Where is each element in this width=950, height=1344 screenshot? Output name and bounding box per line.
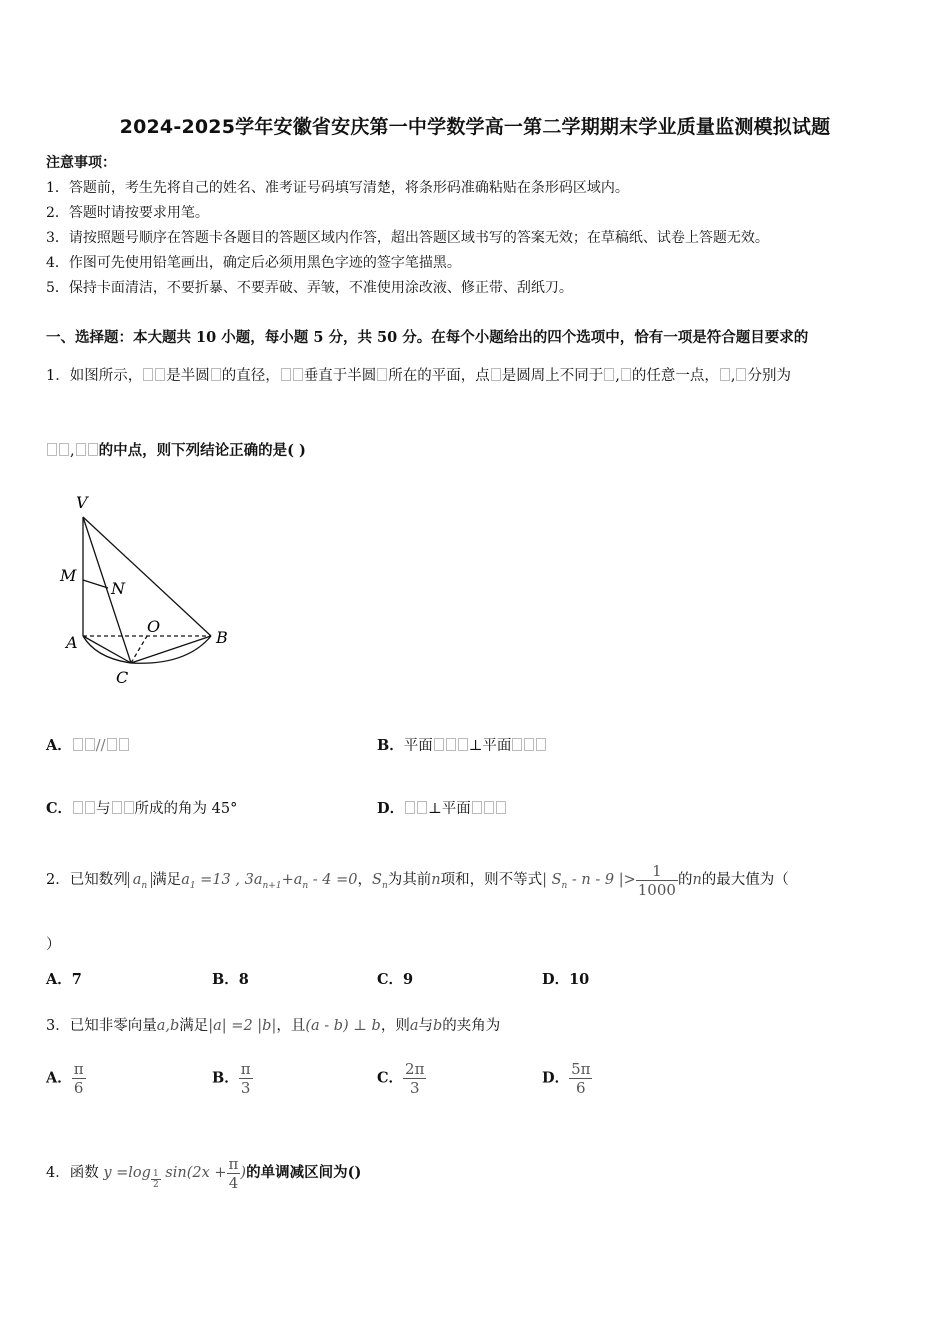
q1-option-d[interactable]: D． ⊥平面 <box>377 797 507 818</box>
semicircle-arc <box>83 636 211 663</box>
q3-option-a[interactable]: A． $\frac{\pi}{6}$ <box>46 1060 84 1097</box>
q2-option-a[interactable]: A．7 <box>46 971 82 988</box>
question-2-close: ） <box>46 937 61 953</box>
q3-option-d[interactable]: D． $\frac{5\pi}{6}$ <box>542 1060 591 1097</box>
notes-heading: 注意事项： <box>46 155 116 171</box>
label-O: O <box>147 617 161 636</box>
label-B: B <box>216 628 228 647</box>
note-item: 1．答题前，考生先将自己的姓名、准考证号码填写清楚，将条形码准确粘贴在条形码区域内。 <box>46 180 629 196</box>
page-title: 2024-2025学年安徽省安庆第一中学数学高一第二学期期末学业质量监测模拟试题 <box>119 116 831 138</box>
note-item: 2．答题时请按要求用笔。 <box>46 205 209 221</box>
label-N: N <box>111 579 125 598</box>
question-4: 4．函数 y =log $\frac{1}{2}$ sin(2x + $\frac{\pi}{4}$ )的单调减区间为() <box>46 1154 362 1192</box>
q1-option-a[interactable]: A． // <box>46 734 130 755</box>
label-A: A <box>66 633 78 652</box>
geometry-figure <box>56 488 246 688</box>
question-3: 3．已知非零向量a,b满足|a| =2 |b|，且(a - b) ⊥ b，则a与b的夹角为 <box>46 1018 501 1034</box>
q1-option-b[interactable]: B．平面 ⊥平面 <box>377 734 547 755</box>
question-1-line-1: 1．如图所示， 是半圆 的直径， 垂直于半圆 所在的平面，点 是圆周上不同于 , 的任意一点， , 分别为 <box>46 368 791 384</box>
edge-CB <box>131 636 211 663</box>
q3-option-b[interactable]: B． $\frac{\pi}{3}$ <box>212 1060 251 1097</box>
note-item: 4．作图可先使用铅笔画出，确定后必须用黑色字迹的签字笔描黑。 <box>46 255 461 271</box>
question-number: 3． <box>46 1018 70 1034</box>
note-item: 3．请按照题号顺序在答题卡各题目的答题区域内作答，超出答题区域书写的答案无效；在草稿纸、试卷上答题无效。 <box>46 230 769 246</box>
q2-option-d[interactable]: D．10 <box>542 971 590 988</box>
label-M: M <box>60 566 77 585</box>
q1-option-c[interactable]: C． 与 所成的角为 45° <box>46 800 238 817</box>
q2-option-c[interactable]: C．9 <box>377 971 414 988</box>
q3-option-c[interactable]: C． $\frac{2\pi}{3}$ <box>377 1060 425 1097</box>
question-2: 2．已知数列 $a_n$ 满足$a_1 =13$ , $3a_{n+1}+a_n - 4 =0$，$S_n$为其前n项和，则不等式| $S_n$ - n - 9 |> $\frac{1}{1000}$ 的n的最大值为（ <box>46 861 789 899</box>
section-heading: 一、选择题：本大题共 10 小题，每小题 5 分，共 50 分。在每个小题给出的四个选项中，恰有一项是符合题目要求的 <box>46 329 809 346</box>
label-V: V <box>76 493 88 512</box>
label-C: C <box>116 668 129 687</box>
question-number: 4． <box>46 1165 70 1181</box>
question-1-line-2: , 的中点，则下列结论正确的是( ) <box>46 439 306 460</box>
q2-option-b[interactable]: B．8 <box>212 971 249 988</box>
question-number: 2． <box>46 872 70 888</box>
note-item: 5．保持卡面清洁，不要折暴、不要弄破、弄皱，不准使用涂改液、修正带、刮纸刀。 <box>46 280 573 296</box>
question-number: 1． <box>46 368 70 384</box>
